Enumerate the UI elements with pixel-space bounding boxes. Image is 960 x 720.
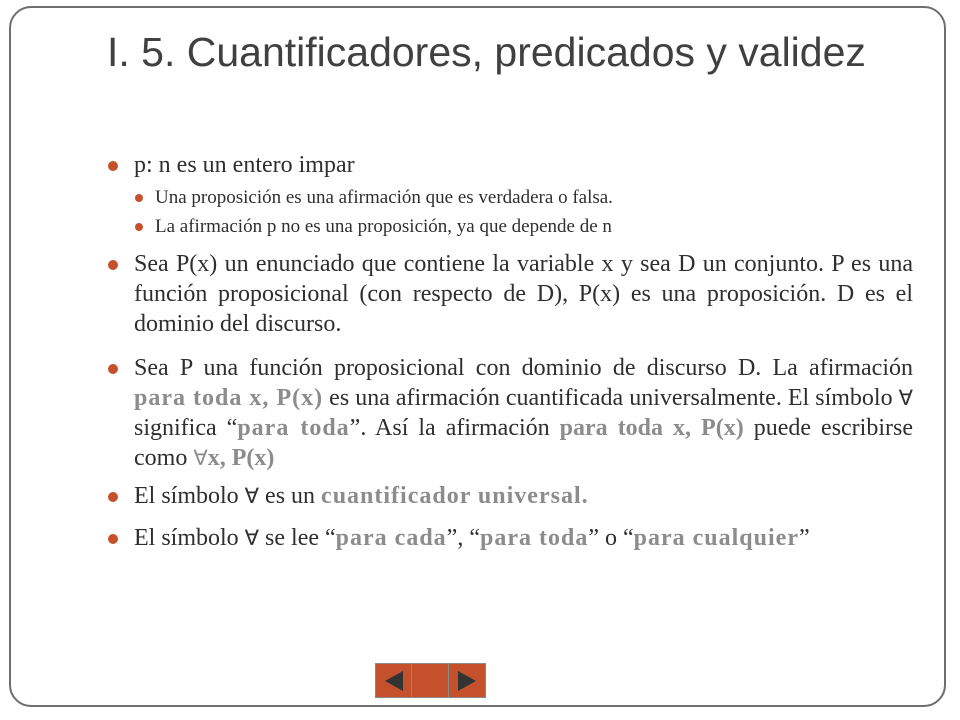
triangle-right-icon (456, 669, 478, 693)
bullet-text: ”, “ (446, 525, 480, 551)
bullet-text: se lee “ (259, 525, 336, 551)
slide-content (107, 150, 913, 553)
slide-title: I. 5. Cuantificadores, predicados y validez (107, 29, 866, 75)
bullet-text: significa “ (134, 415, 238, 441)
bullet-text: Sea P(x) un enunciado que contiene la variable x y sea D un conjunto. P es una función proposicional (con respecto de D), P(x) es una proposición. D es el dominio del discurso. (134, 251, 913, 337)
highlight-para-toda-x: para toda x, P(x) (134, 385, 324, 411)
forall-symbol: ∀ (244, 526, 260, 550)
highlight-cuantificador-universal: cuantificador universal. (321, 483, 589, 509)
forall-symbol: ∀ (244, 484, 260, 508)
bullet-text: p: n es un entero impar (134, 152, 355, 178)
previous-slide-button[interactable] (375, 663, 412, 698)
highlight-para-toda-x-2: para toda x, P(x) (559, 415, 744, 441)
bullet-lectura-simbolo (107, 523, 913, 553)
highlight-para-toda: para toda (479, 525, 589, 551)
bullet-text: ” (798, 525, 810, 551)
sub-bullet-text: La afirmación p no es una proposición, ya que depende de n (155, 216, 612, 237)
home-slide-button[interactable] (412, 663, 449, 698)
bullet-text: es una afirmación cuantificada universalmente. El símbolo (323, 385, 899, 411)
highlight-para-cualquier: para cualquier (633, 525, 799, 551)
sub-bullet-no-proposicion (135, 215, 913, 239)
bullet-text: Sea P una función proposicional con dominio de discurso D. La afirmación (134, 355, 913, 381)
bullet-text: es un (259, 483, 322, 509)
highlight-para-cada: para cada (335, 525, 447, 551)
bullet-definition-p (107, 150, 913, 180)
slide-navigation (375, 663, 486, 698)
bullet-text: ”. Así la afirmación (349, 415, 560, 441)
bullet-text: El símbolo (134, 525, 245, 551)
forall-symbol: ∀ (193, 446, 208, 470)
sub-bullet-text: Una proposición es una afirmación que es verdadera o falsa. (155, 187, 613, 208)
triangle-left-icon (383, 669, 405, 693)
forall-symbol: ∀ (898, 386, 913, 410)
sub-bullet-proposicion (135, 186, 913, 210)
bullet-text: puede escribirse como (134, 415, 913, 471)
bullet-text: ” o “ (588, 525, 634, 551)
bullet-cuantificador-universal (107, 481, 913, 511)
next-slide-button[interactable] (449, 663, 486, 698)
bullet-cuantificada-universal (107, 353, 913, 473)
highlight-para-toda: para toda (237, 415, 350, 441)
highlight-forall-x: x, P(x) (207, 445, 275, 471)
bullet-funcion-proposicional (107, 249, 913, 339)
bullet-text: El símbolo (134, 483, 245, 509)
